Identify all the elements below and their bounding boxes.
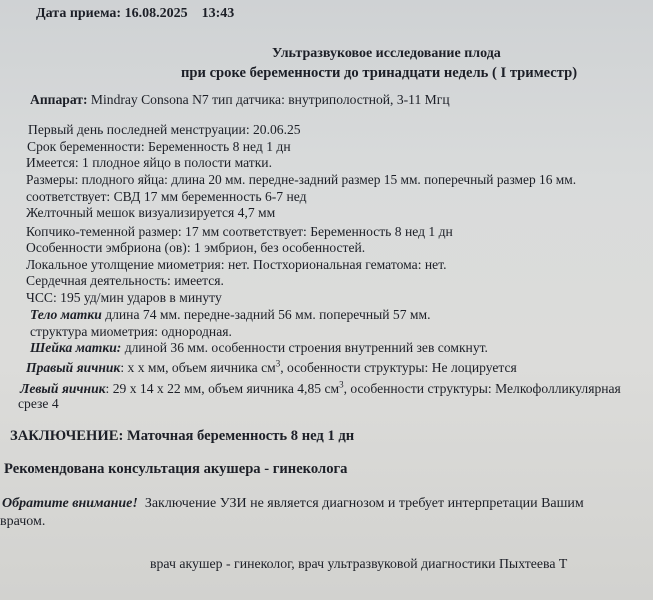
uterus-label: Тело матки bbox=[30, 307, 102, 322]
visit-time-value: 13:43 bbox=[201, 6, 235, 21]
left-ovary-line2: срезе 4 bbox=[18, 396, 59, 411]
visit-date-value: 16.08.2025 bbox=[124, 6, 188, 21]
left-ovary-sup: 3 bbox=[339, 379, 344, 390]
finding-lmp: Первый день последней менструации: 20.06.25 bbox=[28, 122, 301, 137]
report-title-line2: при сроке беременности до тринадцати недель ( I триместр) bbox=[181, 65, 578, 81]
right-ovary-text-b: , особенности структуры: Не лоцируется bbox=[280, 360, 517, 375]
cervix-text: длиной 36 мм. особенности строения внутренний зев сомкнут. bbox=[121, 340, 488, 355]
right-ovary-sup: 3 bbox=[275, 358, 281, 369]
finding-gestational-age: Срок беременности: Беременность 8 нед 1 дн bbox=[27, 139, 291, 154]
right-ovary-text-a: : x x мм, объем яичника см bbox=[120, 360, 276, 375]
left-ovary-text-a: : 29 x 14 x 22 мм, объем яичника 4,85 см bbox=[105, 381, 340, 396]
finding-sac-size: Размеры: плодного яйца: длина 20 мм. передне-задний размер 15 мм. поперечный размер 16 мм. bbox=[26, 172, 577, 187]
cervix-row bbox=[30, 340, 488, 356]
notice-label: Обратите внимание! bbox=[2, 496, 138, 511]
cervix-label: Шейка матки: bbox=[30, 340, 122, 355]
finding-cardiac-activity: Сердечная деятельность: имеется. bbox=[26, 273, 224, 288]
conclusion-label: ЗАКЛЮЧЕНИЕ: bbox=[10, 428, 124, 444]
notice-row bbox=[2, 496, 584, 512]
uterus-text: длина 74 мм. передне-задний 56 мм. поперечный 57 мм. bbox=[101, 307, 431, 322]
device-row bbox=[30, 92, 450, 108]
left-ovary-text-b: , особенности структуры: Мелкофолликулярная bbox=[343, 381, 621, 396]
finding-yolk-sac: Желточный мешок визуализируется 4,7 мм bbox=[26, 205, 276, 220]
signature-line: врач акушер - гинеколог, врач ультразвуковой диагностики Пыхтеева Т bbox=[150, 556, 568, 571]
device-label: Аппарат: bbox=[30, 92, 88, 107]
right-ovary-label: Правый яичник bbox=[26, 360, 121, 375]
conclusion-text: Маточная беременность 8 нед 1 дн bbox=[126, 428, 355, 444]
uterus-structure: структура миометрия: однородная. bbox=[30, 324, 232, 339]
visit-date-label: Дата приема: bbox=[36, 6, 122, 21]
device-value: Mindray Consona N7 тип датчика: внутриполостной, 3-11 Мгц bbox=[90, 92, 450, 107]
finding-gestational-sac: Имеется: 1 плодное яйцо в полости матки. bbox=[26, 155, 272, 170]
finding-msd: соответствует: СВД 17 мм беременность 6-7 нед bbox=[26, 189, 307, 204]
notice-text: Заключение УЗИ не является диагнозом и требует интерпретации Вашим bbox=[144, 496, 584, 511]
notice-line2: врачом. bbox=[0, 514, 46, 529]
right-ovary-row bbox=[26, 360, 517, 376]
finding-embryo: Особенности эмбриона (ов): 1 эмбрион, без особенностей. bbox=[26, 240, 366, 255]
recommendation: Рекомендована консультация акушера - гинеколога bbox=[4, 461, 348, 477]
finding-heart-rate: ЧСС: 195 уд/мин ударов в минуту bbox=[26, 290, 222, 305]
report-title-line1: Ультразвуковое исследование плода bbox=[272, 46, 501, 61]
left-ovary-label: Левый яичник bbox=[20, 381, 106, 396]
visit-date-row bbox=[36, 6, 234, 22]
left-ovary-row bbox=[20, 381, 621, 397]
finding-myometrium: Локальное утолщение миометрия: нет. Постхориональная гематома: нет. bbox=[26, 257, 447, 272]
finding-crl: Копчико-теменной размер: 17 мм соответствует: Беременность 8 нед 1 дн bbox=[26, 224, 453, 239]
uterus-row bbox=[30, 307, 431, 323]
conclusion-row bbox=[10, 428, 354, 444]
